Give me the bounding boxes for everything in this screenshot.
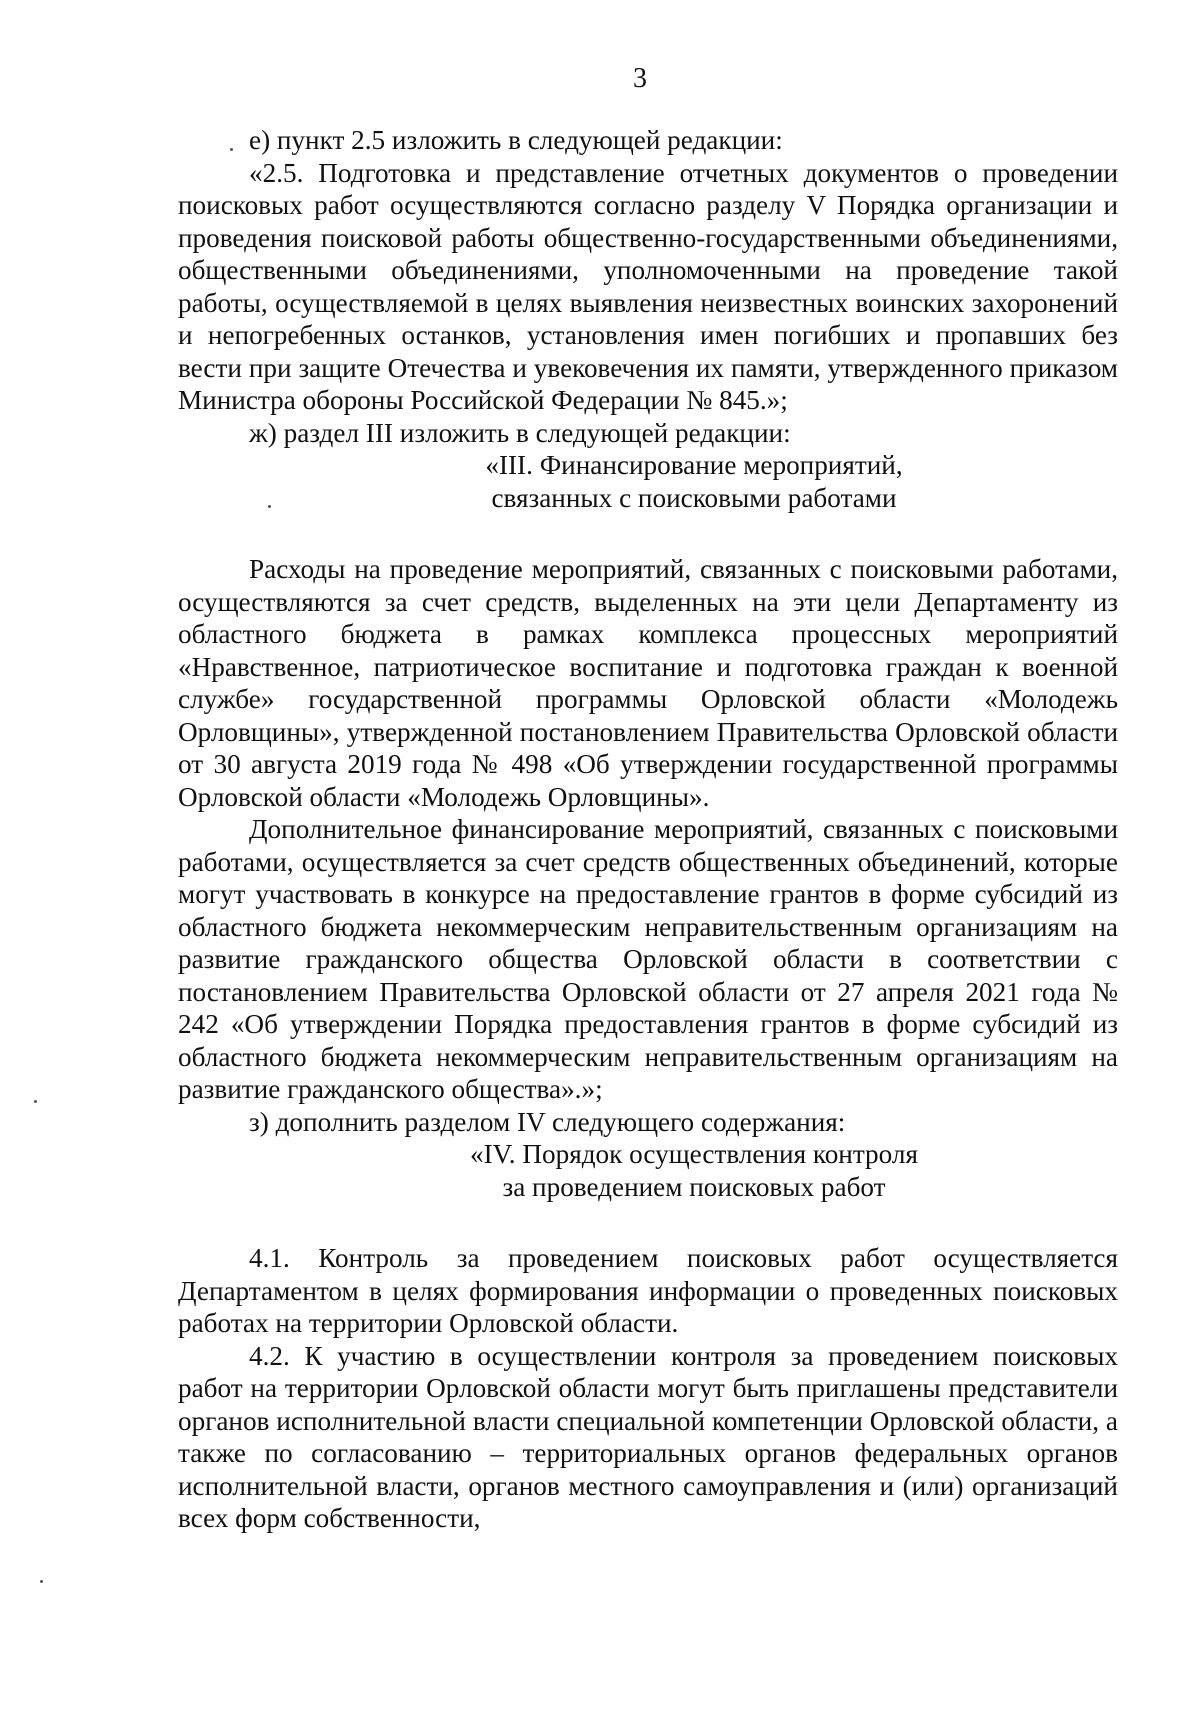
section-3-heading-line-2: связанных с поисковыми работами — [491, 482, 897, 513]
scan-speck — [40, 1580, 43, 1583]
section-4-heading-line-1: «IV. Порядок осуществления контроля — [470, 1139, 918, 1169]
scan-speck — [34, 1100, 37, 1103]
document-body — [178, 124, 1118, 1535]
section-4-paragraph-4-1: 4.1. Контроль за проведением поисковых работ осуществляется Департаментом в целях формирования информации о проведенных поисковых работах на территории Орловской области. — [178, 1243, 1118, 1338]
scan-speck — [268, 505, 271, 508]
paragraph-item-e: е) пункт 2.5 изложить в следующей редакции: — [249, 125, 783, 155]
scan-speck — [230, 148, 233, 151]
section-4-paragraph-4-2: 4.2. К участию в осуществлении контроля за проведением поисковых работ на территории Орловской области могут быть приглашены представители органов исполнительной власти специальной компетенции Орловской области, а также по согласованию – территориальных органов федеральных органов исполнительной власти, органов местного самоуправления и (или) организаций всех форм собственности, — [178, 1340, 1118, 1533]
blank-line — [178, 514, 1118, 553]
section-4-heading — [178, 1138, 1118, 1203]
paragraph-item-2-5: «2.5. Подготовка и представление отчетных документов о проведении поисковых работ осуществляются согласно разделу V Порядка организации и проведения поисковой работы общественно-государственными объединениями, общественными объединениями, уполномоченными на проведение такой работы, осуществляемой в целях выявления неизвестных воинских захоронений и непогребенных останков, установления имен погибших и пропавших без вести при защите Отечества и увековечения их памяти, утвержденного приказом Министра обороны Российской Федерации № 845.»; — [178, 157, 1118, 415]
section-3-paragraph-1: Расходы на проведение мероприятий, связанных с поисковыми работами, осуществляются за счет средств, выделенных на эти цели Департаменту из областного бюджета в рамках комплекса процессных мероприятий «Нравственное, патриотическое воспитание и подготовка граждан к военной службе» государственной программы Орловской области «Молодежь Орловщины», утвержденной постановлением Правительства Орловской области от 30 августа 2019 года № 498 «Об утверждении государственной программы Орловской области «Молодежь Орловщины». — [178, 554, 1118, 812]
paragraph-item-z: з) дополнить разделом IV следующего содержания: — [249, 1106, 846, 1137]
page-number: 3 — [633, 63, 647, 94]
section-4-heading-line-2: за проведением поисковых работ — [502, 1171, 886, 1202]
paragraph-item-zh: ж) раздел III изложить в следующей редакции: — [249, 417, 791, 448]
section-3-paragraph-2: Дополнительное финансирование мероприятий, связанных с поисковыми работами, осуществляется за счет средств общественных объединений, которые могут участвовать в конкурсе на предоставление грантов в форме субсидий из областного бюджета некоммерческим неправительственным организациям на развитие гражданского общества Орловской области в соответствии с постановлением Правительства Орловской области от 27 апреля 2021 года № 242 «Об утверждении Порядка предоставления грантов в форме субсидий из областного бюджета некоммерческим неправительственным организациям на развитие гражданского общества».»; — [178, 814, 1118, 1104]
blank-line — [178, 1203, 1118, 1242]
section-3-heading-line-1: «III. Финансирование мероприятий, — [485, 450, 903, 480]
section-3-heading — [178, 449, 1118, 514]
